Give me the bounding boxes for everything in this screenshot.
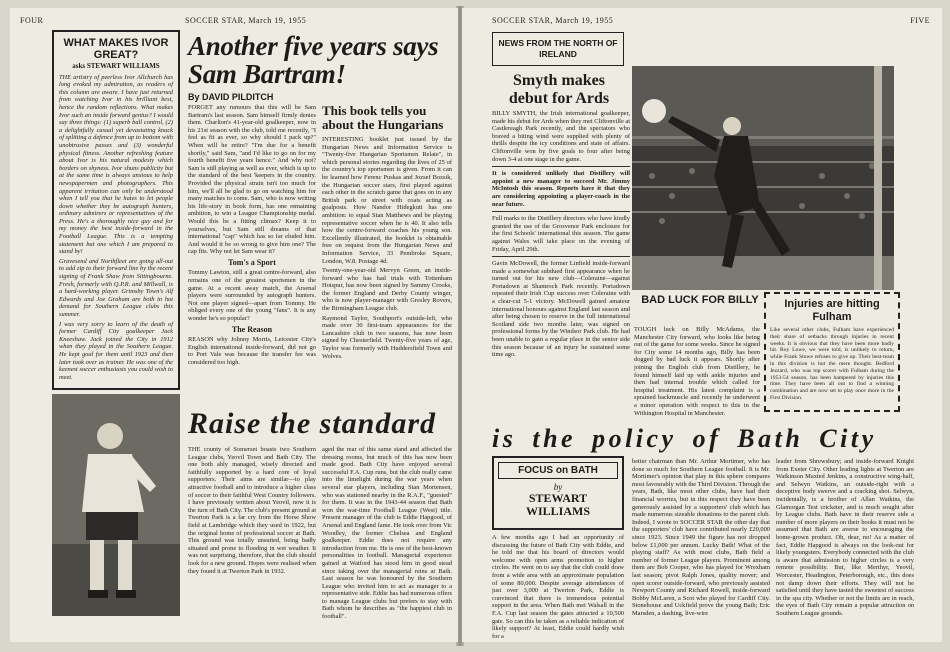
smyth-column: [492, 110, 630, 410]
badluck-body: TOUGH luck on Billy McAdams, the Manchester City forward, who looks like being out of the game for some weeks. Since he signed for City some 14 months ago, Billy has been dogged by bad luck it appears. Shortly after joining the English club from Distillery, he found himself laid up with ankle injuries and then had internal trouble which called for hospital treatment. His latest complaint is a sprained backmuscle and recently he underwent a minor operation with respect to this in the Withington Hospital in Manchester.: [634, 326, 760, 416]
raise-headline: Raise the standard: [188, 407, 437, 440]
schools-international-body: Full marks to the Distillery directors who have kindly granted the use of the Grosvenor Park enclosure for the first Schools' international this season. The game against Wales will take place on the evening of Friday, April 29th.: [492, 215, 630, 253]
ivor-column: [52, 30, 180, 390]
focus-by: by: [553, 482, 563, 492]
policy-headline: is the policy of Bath City: [492, 424, 877, 453]
reason-body: REASON why Johnny Morris, Leicester City's English international inside-forward, did not go to Port Vale was because the transfer fee was considered too high.: [188, 336, 316, 366]
bath-col-2: [632, 458, 770, 638]
hungarians-body: INTERESTING booklet just issued by the Hungarian News and Information Service is "Twenty-five Hungarian Sportsmen Relate", in which personal stories regarding the lives of 25 of the country's top sportsmen is given. From it can be learned how Ferenc Puskas and Jozsef Bozsik, the Hungarian soccer stars, first played against each other in the scratch game that goes on in any British park or street with coats acting as goalposts. How Nandor Hidegkuti has one ambition: to equal Stan Matthews and be playing representative soccer when he is 40. It also tells how the centre-forward coaches his young son. Excellently illustrated, the booklet is obtainable free on request from the Hungarian News and Information Service, 33 Pembroke Square, London, W.8. Postage 4d.: [322, 136, 452, 265]
bath-col-1: [492, 534, 624, 638]
bartram-column: [188, 104, 316, 404]
left-running-head: SOCCER STAR, March 19, 1955: [185, 16, 307, 25]
ivor-title: WHAT MAKES IVOR GREAT?: [63, 37, 169, 61]
ivor-body-3: I was very sorry to learn of the death of former Cardiff City goalkeeper Jack Kneeshaw. Jack joined the City in 1912 when they played in the Southern League. He kept goal for them until 1923 and then later took over as trainer. He was one of the keenest soccer enthusiasts you could wish to meet.: [59, 320, 173, 381]
badluck-headline: BAD LUCK FOR BILLY: [641, 294, 759, 306]
bath-col-3-text: leader from Shrewsbury; and inside-forward Knight from Exeter City. Other leading lights at Twerton are Watkinson Maxted Jenkins, a constructive wing-half, and Selwyn Watkins, an outside-right with a deceptive body swerve and a cracking shot. Selwyn, incidentally, is a brother of Allan Watkins, the Glamorgan Test cricketer, and is much sought after by League clubs. Bath have in their reserve side a number of more players on their books it must not be assumed that Bath are averse to encouraging the home-grown product. Oh, dear, no! As a matter of fact, Eddie Hapgood is always on the look-out for likely youngsters. Everybody connected with the club is aware that admission to higher circles is a very remote possibility. But, like Merthyr, Yeovil, Worcester, Headington, Peterborough, etc., this does not damp down their efforts. They will not be satisfied until they have tasted the sweetest of success in the spa city. Whether or not the limits are in reach, the eyes of Bath City remain a popular attraction on Southern League grounds.: [776, 458, 914, 617]
smyth-divider-2: [492, 211, 630, 212]
distillery-manager-body: It is considered unlikely that Distillery will appoint a new manager to succeed Mr. Jimmy McIntosh this season. Reports have it that they are considering appointing a player-coach in the near future.: [492, 170, 630, 208]
bath-col-3: [776, 458, 914, 638]
right-page: [462, 8, 942, 642]
bath-left-col-1-text: THE county of Somerset boasts two Southern League clubs, Yeovil Town and Bath City. The one both ably managed, wisely directed and faithfully supported by a hard core of loyal supporters. Their aims are similar—to play attractive football and to introduce a higher class of soccer to their faithful West Country followers. I have previously written about Yeovil, now it is the turn of Bath City. The club's present ground at Twerton Park is a far cry from the Horse Show field at Lambridge which they used in 1922, but the original home of professional soccer at Bath. This ground was totally unsuited, being badly situated and prone to flooding in wet weather. It was not surprising, therefore, that the club should look for a new ground. Hopes were realised when they found it at Twerton Park in 1932.: [188, 446, 316, 575]
left-folio: FOUR: [20, 16, 44, 25]
ivor-body: THE artistry of peerless Ivor Allchurch has long evoked my admiration, as readers of this column are aware. I have just returned from watching Ivor in his brilliant best, hence the random reflections. What makes Ivor such an inside forward genius? I would say three things: (1) superb ball control, (2) a delightfully casual yet devastating knack of splitting a defence from up to bottom with unobtrusive passes and (3) wonderful physical fitness. Another refreshing feature about Ivor is his natural modesty which borders on shyness. Ivor shuns publicity but at the same time is always anxious to help newspapermen and photographers. This apparent irritation can only be understood when I tell you that he hates to let people down whether they be autograph hunters, ordinary admirers or representatives of the Press. He's a thoroughly nice guy and for my money the best inside-forward in the Football League. This is a tempting statement but one which I am prepared to stand by!: [59, 73, 173, 256]
taylor-signing-body: Raymond Taylor, Southport's outside-left, who made over 30 first-team appearances for the Lancashire club in two seasons, has now been signed by Chesterfield. Twenty-five years of age, Taylor was formerly with Huddersfield Town and Wolves.: [322, 314, 452, 360]
bartram-body: FORGET any rumours that this will be Sam Bartram's last season. Sam himself firmly denies them. Charlton's 41-year-old goalkeeper, now in his 21st season with the club, told me recently, "I feel as fit as ever, so why should I pack up?" When will he retire? "I'm due for a benefit shortly," said Sam, "and I'd like to go on for my fourth benefit five years hence." And why not? Sam is still playing as well as ever, which is up to the standard of the best 'keepers in the country. Provided the physical strain isn't too much for him, we'll all be glad to go on watching him for many matches to come. Sam, who is now writing his life-story in book form, has one remaining ambition, to win a League Championship medal. Would this be a fitting climax? Keep it to yourselves, but Sam still dreams of that international "cap" which has so far eluded him. And would it be so wrong to give him one? The cap fits. Why not let Sam wear it?: [188, 104, 316, 256]
focus-title: FOCUS on BATH: [498, 462, 618, 479]
fulham-body: Like several other clubs, Fulham have experienced their share of setbacks through injuries in recent weeks. It is obvious that they have been more badly hit. Roy Lowe, we were told, is unlikely to return, while Frank Stowe refuses to give up. Their best-team in this division is but the mere thought. Bedford Jezzard, who was top scorer with Fulham during the 1953-54 season, has been hampered by injuries this time. They have been all out to find a winning combination and are now set to play once more in the First Division.: [770, 327, 894, 401]
goalkeeper-action-image: [632, 66, 894, 290]
focus-author: STEWART WILLIAMS: [525, 491, 590, 518]
fulham-box: [764, 292, 900, 412]
bartram-byline: By DAVID PILDITCH: [188, 92, 274, 102]
right-running-head: SOCCER STAR, March 19, 1955: [492, 16, 614, 25]
right-folio: FIVE: [910, 16, 930, 25]
left-page: [10, 8, 458, 642]
smyth-headline: Smyth makes debut for Ards: [508, 72, 610, 107]
hungarians-column: [322, 104, 452, 404]
toms-sport-subhead: Tom's a Sport: [228, 257, 276, 267]
focus-on-bath-box: [492, 456, 624, 530]
bath-left-col-2-text: aged the rear of this same stand and affected the dressing rooms, but much of this has now been made good. Bath City have enjoyed several successful F.A. Cup runs, but the club really came into the limelight during the war years when several star players, including Stan Mortensen, who was stationed nearby in the R.A.F., "guested" for them. It was in the 1943-44 season that Bath won the war-time Football League (West) title. Present manager of the club is Eddie Hapgood, of Arsenal and England fame. He took over from Vic Woodley, the former Chelsea and England goalkeeper. Eddie does not require any introduction from me. He is one of the best-known personalities in football. Managerial experience gained at Watford has stood him in good stead since taking over the managerial reins at Bath. Last season he was honoured by the Southern League who invited him to act as manager to a representative side. Eddie has had numerous offers to manage League clubs but prefers to stay with Bath whom he describes as "the happiest club in football".: [322, 446, 452, 621]
player-figure-image: [52, 394, 180, 616]
green-signing-body: Twenty-one-year-old Mervyn Green, an inside-forward who has had trials with Tottenham Hotspur, has now been signed by Sammy Crooks, the former England and Derby County winger, who is now player-manager with Gresley Rovers, the Birmingham League club.: [322, 267, 452, 313]
mcdowell-body: Gavin McDowell, the former Linfield inside-forward made a somewhat subdued first appearance when he turned out for his new club—Coleraine—against Portadown at Shamrock Park recently. Portadown repeated their Irish Cup success over Coleraine with a clear-cut 5-1 victory. McDowell gained amateur international honours against England last season and after being chosen to reserve in the full international Scotland side two months later, was signed on professional forms by the Windsor Park club. He had been unable to gain a regular place in the senior side this season because of an injury he sustained some time ago.: [492, 260, 630, 359]
smyth-divider-1: [492, 166, 630, 167]
ivor-byline: asks STEWART WILLIAMS: [72, 62, 160, 70]
fulham-headline: Injuries are hitting Fulham: [784, 298, 880, 323]
hungarians-headline: This book tells you about the Hungarians: [322, 104, 444, 132]
player-photo: [52, 394, 180, 616]
badluck-column: [634, 326, 760, 416]
smyth-divider-3: [492, 256, 630, 257]
smyth-body: BILLY SMYTH, the Irish international goalkeeper, made his debut for Ards when they met Cliftonville at Castlereagh Park recently, and the spectators who braved a biting wind were supplied with plenty of thrills despite the icy conditions and state of affairs. Cliftonville won by five goals to four after being down 3-4 at one stage in the game.: [492, 110, 630, 163]
bath-col-1-text: A few months ago I had an opportunity of discussing the future of Bath City with Eddie, and he told me that his board of directors would welcome with open arms promotion to higher circles. He went on to say that the club could draw from a wide area with an approximate population of some 80,000. Despite average attendances of just over 3,000 at Twerton Park, Eddie is convinced that there is tremendous potential support in the area. When Bath met Walsall in the F.A. Cup last season the gates attracted a 10,500 gate. So can this be taken as a reliable indication of likely support? At least, Eddie could hardly wish for a: [492, 534, 624, 638]
bath-col-2-text: better chairman than Mr. Arthur Mortimer, who has done so much for Southern League football. It is Mr. Mortimer's opinion that play in this sphere compares most favourably with the Third Division. Through the years, Bath, like most other clubs, have had their financial worries, but in this respect they have been generously assisted by a supporters' club which has made numerous sizeable donations to the parent club. Indeed, I wrote to SOCCER STAR the other day that the supporters' club have contributed nearly £20,000 since 1923. Since 1949 the figure has not dropped below £1,000 per annum. Lucky Bath! What of the playing staff? As with most clubs, Bath field a number of former League players. Prominent among them are Bob Cooper, who has played for Wrexham last season; pivot Ralph Jones, quality mover; and open scorer outside-forward, who previously assisted Newport County and Richard Rowell, inside-forward Bobby McLaren, a Scot who played for Cardiff City. Stonehouse and Uckfield prove the young Bath; Eric Marsden, a dashing, live-wire: [632, 458, 770, 617]
north-ireland-box: NEWS FROM THE NORTH OF IRELAND: [492, 32, 624, 66]
reason-subhead: The Reason: [231, 324, 273, 334]
bath-left-col-2: [322, 446, 452, 636]
toms-sport-body: Tommy Lawton, still a great centre-forward, also remains one of the greatest sportsmen in the game. At a recent away match, the Arsenal players were surrounded by autograph hunters. Not one player signed—apart from Tommy. He obliged every one of the young "fans". It is any wonder he's so popular?: [188, 269, 316, 323]
bath-left-col-1: [188, 446, 316, 636]
ivor-body-2: Gravesend and Northfleet are going all-out to add zip to their forward line by the recent signing of Frank Shaw from Sittingbourne. Fresh, formerly with Q.P.R. and Millwall, is a hard-working player. Grimsby Town's Alf Edwards and Joe Graham are both in hot demand for Southern League clubs this summer.: [59, 257, 173, 318]
bartram-headline: Another five years says Sam Bartram!: [188, 31, 439, 89]
goalkeeper-photo: [632, 66, 894, 290]
